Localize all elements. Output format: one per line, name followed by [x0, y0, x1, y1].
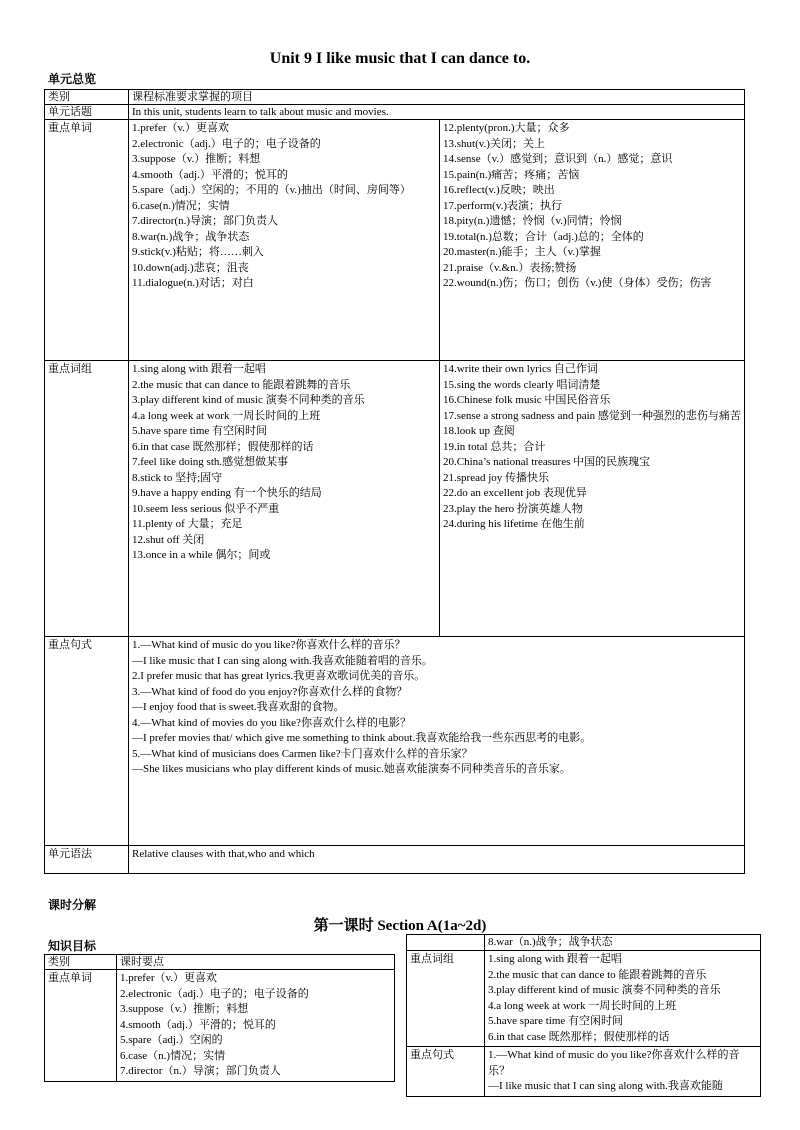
list-item: 4.a long week at work 一周长时间的上班 — [488, 999, 677, 1012]
list-item: 19.total(n.)总数；合计（adj.)总的；全体的 — [443, 230, 644, 243]
phrases-right-cell — [440, 361, 745, 637]
sentences-label: 重点句式 — [407, 1047, 485, 1097]
list-item: 21.spread joy 传播快乐 — [443, 471, 550, 484]
list-item: 15.sing the words clearly 唱词清楚 — [443, 378, 601, 391]
header-items: 课程标准要求掌握的项目 — [129, 90, 745, 105]
list-item: 7.director（n.）导演；部门负责人 — [120, 1065, 281, 1077]
words-cell — [117, 970, 395, 1082]
list-item: 2.I prefer music that has great lyrics.我更喜欢歌词优美的音乐。 — [132, 670, 426, 682]
header-category: 类别 — [45, 955, 117, 970]
header-category: 类别 — [45, 90, 129, 105]
words-left-cell — [129, 120, 440, 361]
phrases-cell — [485, 951, 761, 1047]
topic-label: 单元话题 — [45, 105, 129, 120]
words-right-cell — [440, 120, 745, 361]
list-item: 2.the music that can dance to 能跟着跳舞的音乐 — [488, 968, 707, 981]
list-item: 3.play different kind of music 演奏不同种类的音乐 — [132, 394, 365, 406]
grammar-text: Relative clauses with that,who and which — [129, 846, 745, 874]
list-item: 1.—What kind of music do you like?你喜欢什么样的音乐？ — [132, 639, 406, 651]
list-item: 16.reflect(v.)反映；映出 — [443, 184, 555, 196]
list-item: 13.shut(v.)关闭；关上 — [443, 137, 545, 150]
list-item: 12.shut off 关闭 — [132, 533, 205, 546]
words-label: 重点单词 — [45, 120, 129, 361]
list-item: 5.—What kind of musicians does Carmen like?卡门喜欢什么样的音乐家？ — [132, 747, 473, 760]
list-item: 4.—What kind of movies do you like?你喜欢什么样的电影？ — [132, 716, 411, 729]
list-item: 7.feel like doing sth.感觉想做某事 — [132, 456, 289, 468]
list-item: 10.down(adj.)悲哀；沮丧 — [132, 261, 249, 274]
list-item: 1.prefer（v.）更喜欢 — [132, 122, 230, 134]
list-item: 11.plenty of 大量；充足 — [132, 518, 243, 530]
list-item: 2.electronic（adj.）电子的；电子设备的 — [120, 987, 309, 1000]
list-item: —I like music that I can sing along with.我喜欢能随 — [488, 1080, 723, 1092]
list-item: 7.director(n.)导演；部门负责人 — [132, 215, 279, 227]
list-item: 5.have spare time 有空闲时间 — [488, 1015, 624, 1027]
phrases-label: 重点词组 — [45, 361, 129, 637]
list-item: 16.Chinese folk music 中国民俗音乐 — [443, 394, 611, 406]
overview-label: 单元总览 — [48, 72, 97, 86]
grammar-label: 单元语法 — [45, 846, 129, 874]
list-item: 3.—What kind of food do you enjoy?你喜欢什么样的食物？ — [132, 685, 408, 698]
list-item: 1.sing along with 跟着一起唱 — [488, 953, 622, 965]
list-item: 20.master(n.)能手；主人（v.)掌握 — [443, 246, 601, 258]
list-item: 6.case(n.)情况；实情 — [132, 199, 230, 212]
list-item: 3.play different kind of music 演奏不同种类的音乐 — [488, 984, 721, 996]
lesson-split-label: 课时分解 — [48, 898, 97, 912]
list-item: 13.once in a while 偶尔；间或 — [132, 549, 271, 561]
list-item: 4.smooth（adj.）平滑的；悦耳的 — [120, 1018, 276, 1031]
sentences-label: 重点句式 — [45, 637, 129, 846]
words-label: 重点单词 — [45, 970, 117, 1082]
list-item: 21.praise（v.&n.）表扬;赞扬 — [443, 261, 577, 274]
list-item: 1.—What kind of music do you like?你喜欢什么样的音乐？ — [488, 1049, 740, 1077]
phrases-label: 重点词组 — [407, 951, 485, 1047]
list-item: 10.seem less serious 似乎不严重 — [132, 502, 280, 515]
list-item: 23.play the hero 扮演英雄人物 — [443, 502, 583, 515]
list-item: 17.sense a strong sadness and pain 感觉到一种强烈的悲伤与痛苦 — [443, 409, 741, 422]
list-item: 17.perform(v.)表演；执行 — [443, 199, 563, 212]
list-item: 5.spare（adj.）空闲的；不用的（v.)抽出（时间、房间等） — [132, 184, 411, 196]
list-item: 5.spare（adj.）空闲的 — [120, 1034, 223, 1046]
list-item: 18.look up 查阅 — [443, 425, 515, 437]
list-item: 11.dialogue(n.)对话；对白 — [132, 277, 254, 289]
list-item: 4.a long week at work 一周长时间的上班 — [132, 409, 321, 422]
list-item: 8.war(n.)战争；战争状态 — [132, 230, 250, 243]
list-item: 15.pain(n.)痛苦；疼痛；苦恼 — [443, 168, 580, 181]
empty-cell — [407, 935, 485, 951]
lesson-table-continued — [406, 934, 761, 1097]
list-item: 6.case（n.)情况；实情 — [120, 1049, 226, 1062]
unit-overview-table — [44, 89, 745, 874]
list-item: 3.suppose（v.）推断；料想 — [132, 153, 261, 165]
list-item: 19.in total 总共；合计 — [443, 440, 546, 453]
list-item: —I like music that I can sing along with.我喜欢能随着唱的音乐。 — [132, 654, 433, 667]
list-item: 1.sing along with 跟着一起唱 — [132, 363, 266, 375]
topic-text: In this unit, students learn to talk about music and movies. — [129, 105, 745, 120]
list-item: 9.stick(v.)粘贴；将……刺入 — [132, 246, 264, 258]
list-item: 1.prefer（v.）更喜欢 — [120, 972, 218, 984]
list-item: 12.plenty(pron.)大量；众多 — [443, 122, 570, 134]
list-item: 8.stick to 坚持;固守 — [132, 471, 223, 484]
sentences-cell — [129, 637, 745, 846]
list-item: 9.have a happy ending 有一个快乐的结局 — [132, 487, 322, 499]
list-item: 22.wound(n.)伤；伤口；创伤（v.)使（身体）受伤；伤害 — [443, 277, 712, 289]
list-item: 20.China’s national treasures 中国的民族瑰宝 — [443, 456, 651, 468]
list-item: 18.pity(n.)遗憾；怜悯（v.)同情；怜悯 — [443, 215, 622, 227]
lesson-title: 第一课时 Section A(1a~2d) — [313, 918, 487, 934]
list-item: 3.suppose（v.）推断；料想 — [120, 1003, 249, 1015]
header-points: 课时要点 — [117, 955, 395, 970]
list-item: 2.electronic（adj.）电子的；电子设备的 — [132, 137, 321, 150]
knowledge-label: 知识目标 — [48, 939, 97, 953]
lesson-table — [44, 954, 395, 1082]
list-item: 5.have spare time 有空闲时间 — [132, 425, 268, 437]
list-item: 4.smooth（adj.）平滑的；悦耳的 — [132, 168, 288, 181]
list-item: 14.sense（v.）感觉到；意识到（n.）感觉；意识 — [443, 153, 673, 165]
word-8: 8.war（n.)战争；战争状态 — [485, 935, 761, 951]
list-item: —I enjoy food that is sweet.我喜欢甜的食物。 — [132, 701, 345, 713]
list-item: 24.during his lifetime 在他生前 — [443, 518, 585, 530]
list-item: 6.in that case 既然那样；假使那样的话 — [132, 440, 314, 453]
page-title: Unit 9 I like music that I can dance to. — [269, 50, 531, 67]
list-item: 6.in that case 既然那样；假使那样的话 — [488, 1030, 670, 1043]
phrases-left-cell — [129, 361, 440, 637]
list-item: —I prefer movies that/ which give me something to think about.我喜欢能给我一些东西思考的电影。 — [132, 732, 592, 744]
list-item: 14.write their own lyrics 自己作词 — [443, 363, 598, 375]
sentences-cell — [485, 1047, 761, 1097]
list-item: 2.the music that can dance to 能跟着跳舞的音乐 — [132, 378, 351, 391]
list-item: —She likes musicians who play different kinds of music.她喜欢能演奏不同种类音乐的音乐家。 — [132, 763, 571, 775]
list-item: 22.do an excellent job 表现优异 — [443, 487, 587, 499]
